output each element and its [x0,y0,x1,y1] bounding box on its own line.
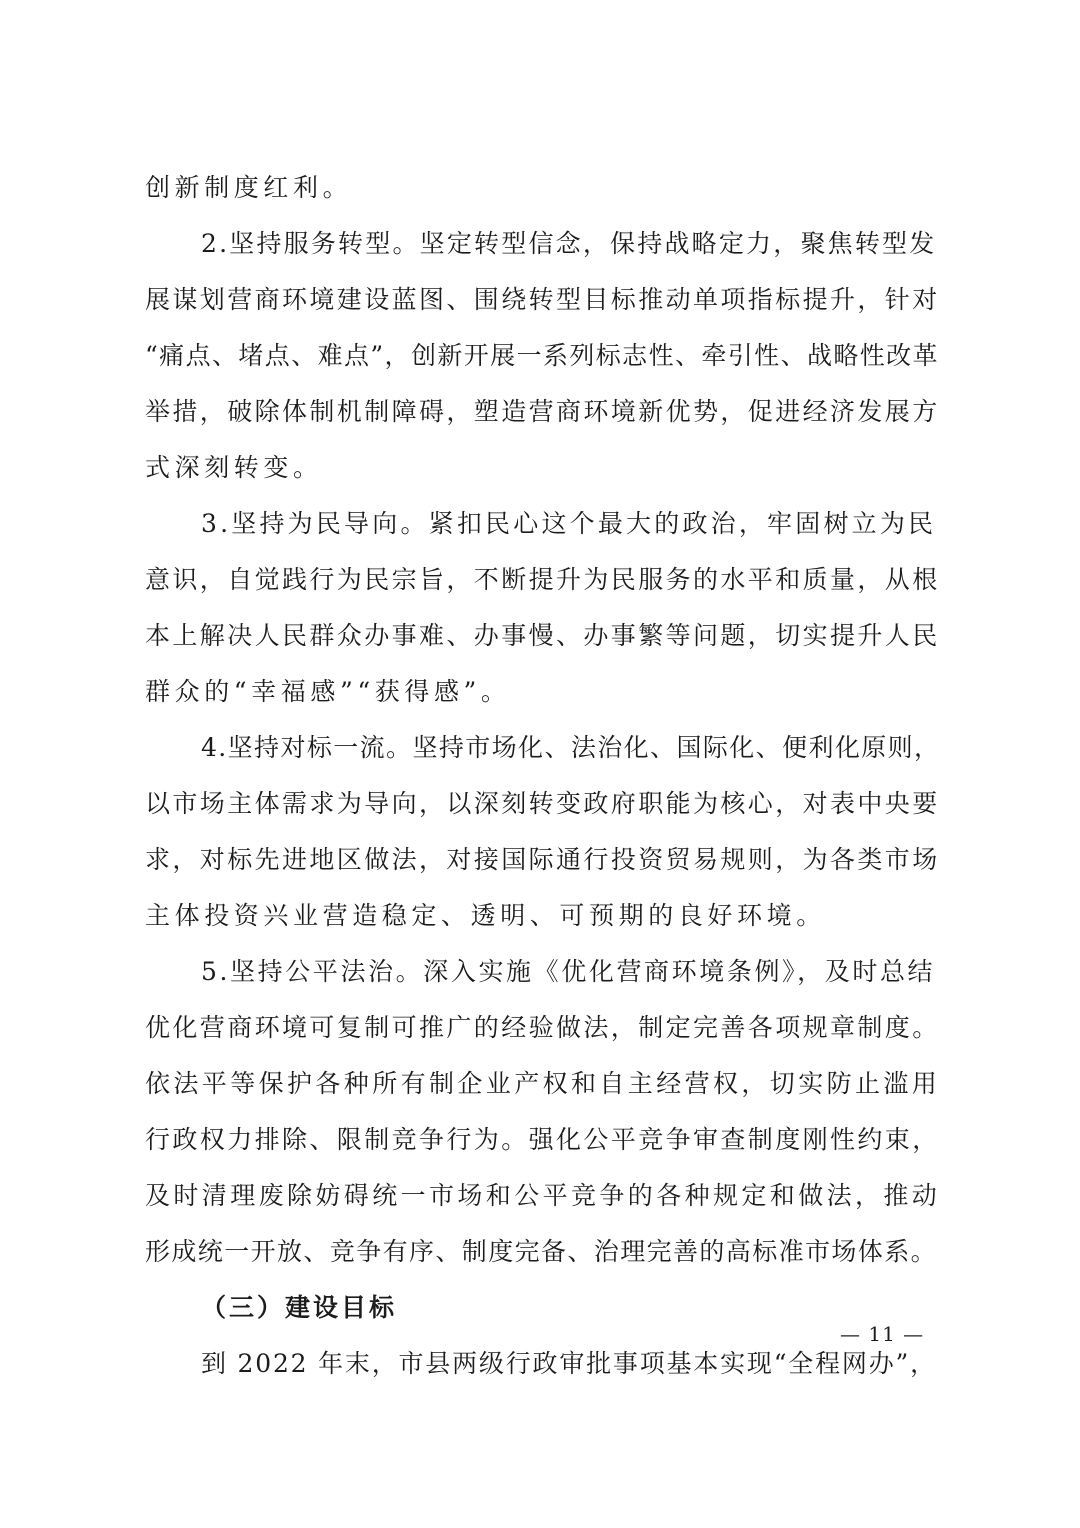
paragraph-line: 形成统一开放、竞争有序、制度完备、治理完善的高标准市场体系。 [145,1237,938,1266]
paragraph-line: 到 2022 年末，市县两级行政审批事项基本实现“全程网办”， [201,1349,937,1378]
paragraph-line: 以市场主体需求为导向，以深刻转变政府职能为核心，对表中央要 [145,789,940,818]
paragraph-line: 主体投资兴业营造稳定、透明、可预期的良好环境。 [145,901,826,930]
paragraph-line: 2.坚持服务转型。坚定转型信念，保持战略定力，聚焦转型发 [201,229,937,258]
paragraph-line: 行政权力排除、限制竞争行为。强化公平竞争审查制度刚性约束， [145,1125,940,1154]
paragraph-line: 及时清理废除妨碍统一市场和公平竞争的各种规定和做法，推动 [145,1181,940,1210]
page-number: — 11 — [840,1322,925,1346]
paragraph-line: 求，对标先进地区做法，对接国际通行投资贸易规则，为各类市场 [145,845,940,874]
paragraph-line: 式深刻转变。 [145,453,323,482]
body-text [145,160,940,1392]
paragraph-line: 意识，自觉践行为民宗旨，不断提升为民服务的水平和质量，从根 [145,565,940,594]
paragraph-line: 本上解决人民群众办事难、办事慢、办事繁等问题，切实提升人民 [145,621,940,650]
paragraph-line: 4.坚持对标一流。坚持市场化、法治化、国际化、便利化原则， [201,733,940,762]
paragraph-line: 创新制度红利。 [145,173,353,202]
paragraph-line: 举措，破除体制机制障碍，塑造营商环境新优势，促进经济发展方 [145,397,940,426]
paragraph-line: 3.坚持为民导向。紧扣民心这个最大的政治，牢固树立为民 [201,509,937,538]
paragraph-line: 依法平等保护各种所有制企业产权和自主经营权，切实防止滥用 [145,1069,940,1098]
paragraph-line: 群众的“幸福感”“获得感”。 [145,677,511,706]
paragraph-line: 5.坚持公平法治。深入实施《优化营商环境条例》，及时总结 [201,957,936,986]
paragraph-line: “痛点、堵点、难点”，创新开展一系列标志性、牵引性、战略性改革 [145,341,939,370]
paragraph-line: 展谋划营商环境建设蓝图、围绕转型目标推动单项指标提升，针对 [145,285,940,314]
section-heading: （三）建设目标 [201,1293,398,1322]
paragraph-line: 优化营商环境可复制可推广的经验做法，制定完善各项规章制度。 [145,1013,940,1042]
